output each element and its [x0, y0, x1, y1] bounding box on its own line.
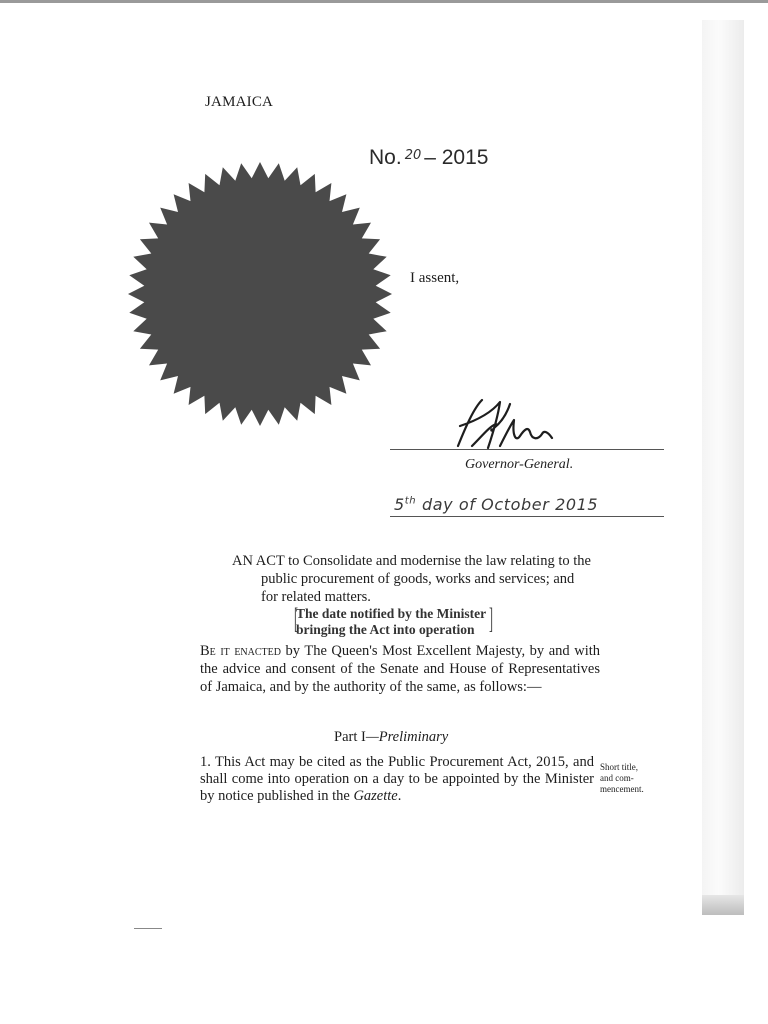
part-heading — [334, 729, 448, 746]
handwritten-date — [394, 495, 598, 514]
commencement-line-1: The date notified by the Minister — [296, 606, 487, 621]
enacting-clause — [200, 642, 600, 696]
seal-icon — [127, 152, 393, 436]
commencement-note — [294, 602, 494, 638]
part-label: Part I — [334, 729, 366, 745]
long-title-line-2: public procurement of goods, works and services; and — [261, 571, 575, 587]
margin-note-line-2: and com- — [600, 773, 634, 783]
act-number-handwritten: 20 — [404, 148, 422, 163]
section-italic: Gazette — [353, 788, 398, 804]
signature-icon — [448, 396, 558, 451]
signature-line — [390, 449, 664, 450]
commencement-line-2: bringing the Act into operation — [296, 622, 475, 637]
margin-note-line-1: Short title, — [600, 762, 638, 772]
section-end: . — [397, 788, 402, 804]
country-heading: JAMAICA — [205, 94, 274, 110]
bracket-left-icon: [ — [294, 602, 298, 635]
section-1 — [200, 754, 594, 805]
signatory-title: Governor-General. — [465, 457, 574, 472]
date-day: 5 — [394, 495, 405, 514]
date-rest: day of October 2015 — [421, 495, 599, 514]
enacting-lead: Be it enacted — [200, 643, 281, 659]
date-day-suffix: th — [404, 495, 417, 507]
section-number: 1. — [200, 754, 211, 770]
long-title — [232, 552, 612, 606]
date-line — [390, 516, 664, 517]
long-title-line-3: for related matters. — [261, 589, 371, 605]
long-title-line-1: AN ACT to Consolidate and modernise the law relating to the — [232, 553, 591, 569]
margin-note-line-3: mencement. — [600, 784, 644, 794]
scan-page-edge — [702, 20, 744, 910]
part-title: —Preliminary — [365, 729, 449, 745]
scan-mark — [134, 928, 162, 929]
act-number-year: – 2015 — [424, 146, 489, 169]
assent-text: I assent, — [410, 270, 460, 286]
section-text: This Act may be cited as the Public Procurement Act, 2015, and shall come into operation on a day to be appointed by the Minister by notice published in the — [200, 754, 594, 804]
margin-note — [600, 762, 660, 795]
enacting-text: by The Queen's Most Excellent Majesty, by and with the advice and consent of the Senate and House of Representatives of Jamaica, and by the authority of the same, as follows:— — [200, 643, 601, 695]
scan-page-edge-shadow — [702, 895, 744, 915]
bracket-right-icon: ] — [489, 602, 494, 635]
act-number-prefix: No. — [369, 146, 402, 169]
scan-top-rule — [0, 0, 768, 3]
